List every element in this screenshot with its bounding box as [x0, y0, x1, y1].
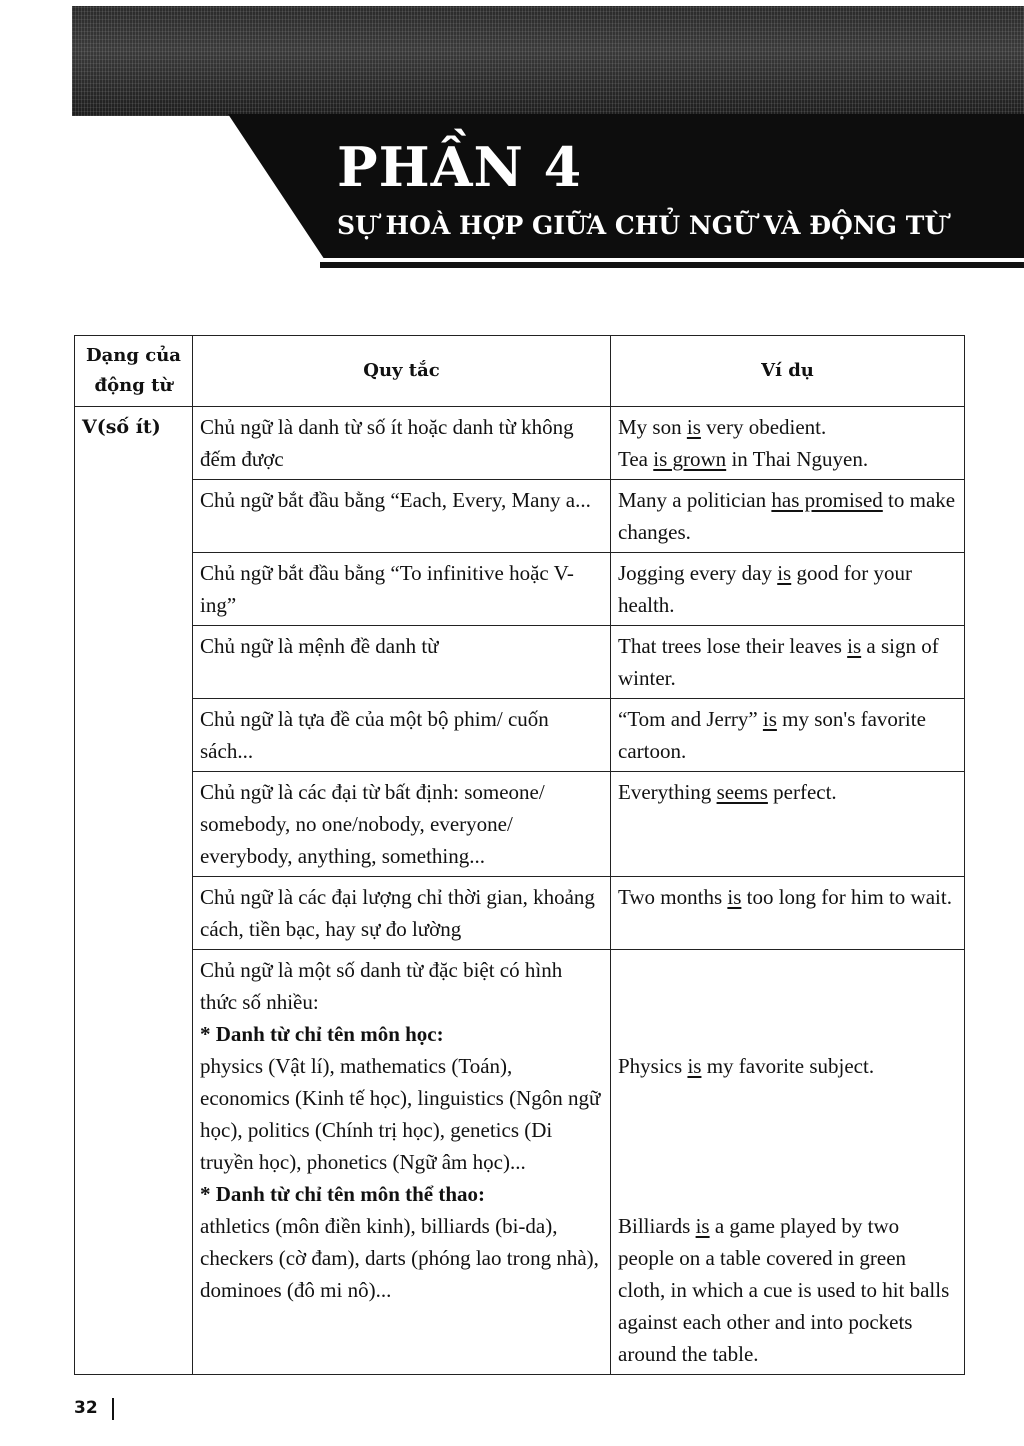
- rule-cell: Chủ ngữ là các đại lượng chỉ thời gian, khoảng cách, tiền bạc, hay sự đo lường: [193, 877, 611, 950]
- rule-intro: Chủ ngữ là một số danh từ đặc biệt có hình thức số nhiều:: [200, 958, 563, 1014]
- example-cell: Everything seems perfect.: [611, 772, 965, 877]
- example-cell: Jogging every day is good for your health.: [611, 553, 965, 626]
- table-row: [75, 480, 965, 553]
- subject-nouns-heading: * Danh từ chỉ tên môn học:: [200, 1022, 444, 1046]
- table-row: [75, 626, 965, 699]
- subject-verb-agreement-table: [74, 335, 965, 1375]
- title-underline-rule: [320, 262, 1024, 268]
- highlighted-verb: is: [727, 885, 742, 909]
- column-header-rule: Quy tắc: [193, 336, 611, 407]
- header-texture-band: [72, 6, 1024, 116]
- table-header-row: [75, 336, 965, 407]
- example-cell: That trees lose their leaves is a sign of winter.: [611, 626, 965, 699]
- table-row: [75, 877, 965, 950]
- sport-nouns-heading: * Danh từ chỉ tên môn thể thao:: [200, 1182, 486, 1206]
- rule-cell: Chủ ngữ bắt đầu bằng “To infinitive hoặc V-ing”: [193, 553, 611, 626]
- rule-cell: Chủ ngữ là mệnh đề danh từ: [193, 626, 611, 699]
- highlighted-verb: has promised: [771, 488, 883, 512]
- table-row: [75, 772, 965, 877]
- billiards-example: Billiards is a game played by two people on a table covered in green cloth, in which a cue is used to hit balls against each other and into pockets around the table.: [618, 1214, 950, 1366]
- example-cell: [611, 950, 965, 1375]
- example-cell: “Tom and Jerry” is my son's favorite cartoon.: [611, 699, 965, 772]
- highlighted-verb: is: [686, 415, 701, 439]
- example-cell: My son is very obedient. Tea is grown in Thai Nguyen.: [611, 407, 965, 480]
- rule-cell: [193, 950, 611, 1375]
- subject-nouns-list: physics (Vật lí), mathematics (Toán), economics (Kinh tế học), linguistics (Ngôn ngữ học), politics (Chính trị học), genetics (Di truyền học), phonetics (Ngữ âm học)...: [200, 1054, 601, 1174]
- physics-example: Physics is my favorite subject.: [618, 1054, 875, 1078]
- rule-cell: Chủ ngữ bắt đầu bằng “Each, Every, Many a...: [193, 480, 611, 553]
- table-row: [75, 407, 965, 480]
- rule-cell: Chủ ngữ là danh từ số ít hoặc danh từ không đếm được: [193, 407, 611, 480]
- highlighted-verb: seems: [716, 780, 768, 804]
- table-row: [75, 950, 965, 1375]
- highlighted-verb: is: [695, 1214, 710, 1238]
- page-number: 32: [74, 1398, 98, 1418]
- rule-cell: Chủ ngữ là tựa đề của một bộ phim/ cuốn sách...: [193, 699, 611, 772]
- table-row: [75, 699, 965, 772]
- highlighted-verb: is: [762, 707, 777, 731]
- table-row: [75, 553, 965, 626]
- example-cell: Two months is too long for him to wait.: [611, 877, 965, 950]
- highlighted-verb: is: [687, 1054, 702, 1078]
- part-subtitle: SỰ HOÀ HỢP GIỮA CHỦ NGỮ VÀ ĐỘNG TỪ: [337, 211, 947, 240]
- part-title: PHẦN 4: [337, 135, 583, 199]
- column-header-verb-form: Dạng của động từ: [75, 336, 193, 407]
- rule-cell: Chủ ngữ là các đại từ bất định: someone/ somebody, no one/nobody, everyone/ everybody, anything, something...: [193, 772, 611, 877]
- sport-nouns-list: athletics (môn điền kinh), billiards (bi-da), checkers (cờ đam), darts (phóng lao trong nhà), dominoes (đô mi nô)...: [200, 1214, 599, 1302]
- example-cell: Many a politician has promised to make changes.: [611, 480, 965, 553]
- verb-form-cell: V(số ít): [75, 407, 193, 1375]
- highlighted-verb: is: [847, 634, 862, 658]
- highlighted-verb: is grown: [653, 447, 727, 471]
- page-number-divider: [112, 1398, 114, 1420]
- column-header-example: Ví dụ: [611, 336, 965, 407]
- highlighted-verb: is: [777, 561, 792, 585]
